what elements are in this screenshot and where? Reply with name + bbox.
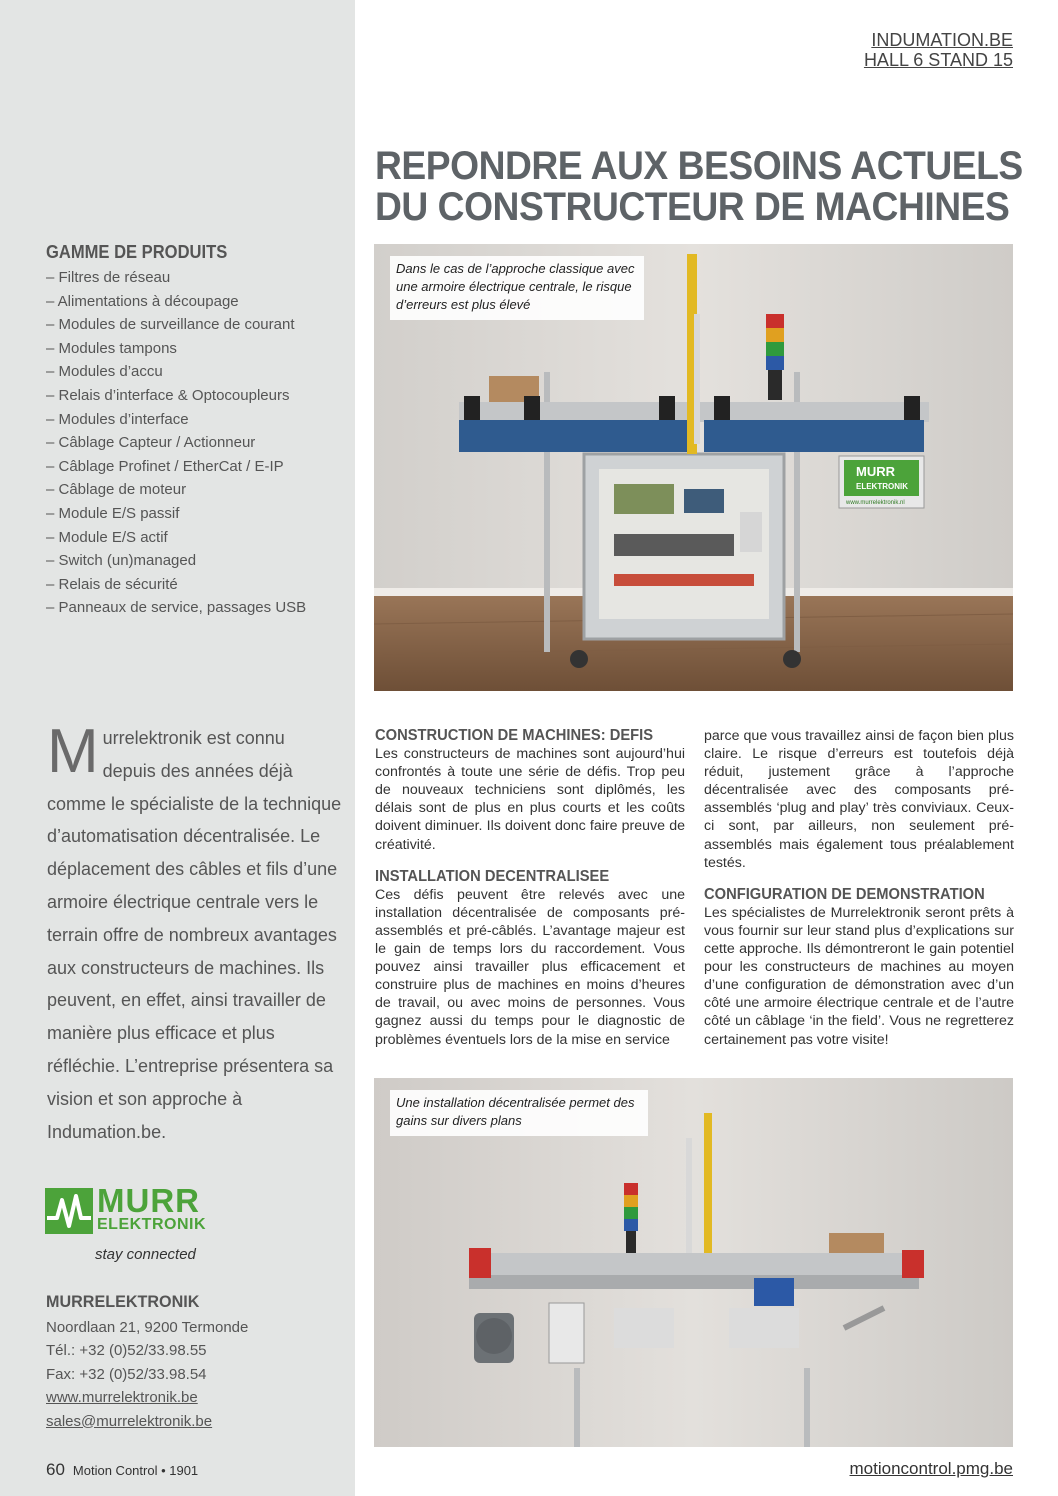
list-item: – Câblage de moteur [46, 481, 187, 499]
section-text-decentralisee: Ces défis peuvent être relevés avec une installation décentralisée de composants pré-assemblés et pré-câblés. L’avantage majeur est le gain de temps lors du raccordement. Vous pouvez ainsi travailler plus efficacement et construire plus de machines en moins d’heures de travail, ou avec moins de personnes. Vous gagnez aussi du temps pour le diagnostic de problèmes éventuels lors de la mise en service [375, 886, 685, 1048]
article-title [375, 144, 1023, 229]
section-text-continued: parce que vous travaillez ainsi de façon bien plus claire. Le risque d’erreurs est toutefois déjà réduit, justement grâce à l’approche décentralisée avec des composants pré-assemblés ‘plug and play’ très conviviaux. Ceux-ci sont, par ailleurs, non seulement pré-assemblés mais également tous préalablement testés. [704, 728, 1014, 871]
list-item: – Modules de surveillance de courant [46, 316, 295, 334]
publication-name: Motion Control • 1901 [72, 1463, 199, 1478]
list-item: – Filtres de réseau [46, 269, 171, 286]
murrelektronik-logo [45, 1182, 225, 1268]
logo-mark-icon [45, 1188, 93, 1234]
title-line-1: REPONDRE AUX BESOINS ACTUELS [375, 144, 1023, 188]
website-link[interactable]: www.murrelektronik.be [46, 1389, 198, 1406]
list-item: – Panneaux de service, passages USB [46, 599, 307, 617]
section-text-defis: Les constructeurs de machines sont aujourd’hui confrontés à toute une série de défis. Trop peu de nouveaux techniciens sont diplômés, les délais sont de plus en plus courts et les coûts doivent diminuer. Ils doivent donc faire preuve de créativité. [375, 746, 685, 853]
sign-url: www.murrelektronik.nl [846, 500, 905, 506]
sign-elektronik: ELEKTRONIK [856, 482, 908, 491]
logo-tagline: stay connected [95, 1246, 196, 1263]
event-info [864, 30, 1013, 70]
logo-word-murr: MURR [97, 1182, 200, 1219]
company-name: MURRELEKTRONIK [46, 1292, 200, 1311]
event-site[interactable]: INDUMATION.BE [871, 30, 1013, 50]
list-item: – Câblage Capteur / Actionneur [46, 434, 256, 452]
page-number: 60 [46, 1460, 65, 1479]
sign-murr: MURR [856, 464, 895, 479]
list-item: – Câblage Profinet / EtherCat / E-IP [46, 457, 284, 475]
products-heading: GAMME DE PRODUITS [46, 242, 228, 262]
article-column-2 [704, 727, 1014, 1063]
list-item: – Relais d’interface & Optocoupleurs [46, 386, 290, 404]
fax: Fax: +32 (0)52/33.98.54 [46, 1365, 207, 1383]
products-list [46, 266, 306, 620]
list-item: – Module E/S passif [46, 504, 180, 522]
email-link[interactable]: sales@murrelektronik.be [46, 1412, 213, 1430]
lead-text: urrelektronik est connu depuis des années déjà comme le spécialiste de la technique d’automatisation décentralisée. Le déplacement des câbles et fils d’une armoire électrique centrale vers le terrain offre de nombreux avantages aux constructeurs de machines. Ils peuvent, en effet, ainsi travailler de manière plus efficace et plus réfléchie. L’entreprise présentera sa vision et son approche à Indumation.be. [47, 728, 342, 1142]
list-item: – Module E/S actif [46, 528, 168, 546]
photo-caption: Dans le cas de l’approche classique avec une armoire électrique centrale, le risque d’erreurs est plus élevé [390, 256, 644, 320]
title-line-2: DU CONSTRUCTEUR DE MACHINES [375, 185, 1010, 229]
list-item: – Alimentations à découpage [46, 292, 239, 310]
photo-decentralised-setup [374, 1078, 1013, 1447]
drop-cap: M [47, 717, 99, 786]
section-heading-decentralisee: INSTALLATION DECENTRALISEE [375, 867, 610, 885]
publication-url-link[interactable]: motioncontrol.pmg.be [849, 1459, 1013, 1478]
section-heading-defis: CONSTRUCTION DE MACHINES: DEFIS [375, 727, 654, 744]
event-stand: HALL 6 STAND 15 [863, 50, 1013, 70]
list-item: – Switch (un)managed [46, 552, 197, 570]
address: Noordlaan 21, 9200 Termonde [46, 1318, 249, 1336]
article-column-1 [375, 727, 685, 1063]
phone: Tél.: +32 (0)52/33.98.55 [46, 1342, 207, 1359]
logo-word-elektronik: ELEKTRONIK [97, 1216, 206, 1233]
photo-classic-setup [374, 244, 1013, 691]
list-item: – Modules d’interface [46, 410, 189, 428]
section-heading-demonstration: CONFIGURATION DE DEMONSTRATION [704, 885, 985, 903]
list-item: – Relais de sécurité [46, 575, 178, 593]
page-footer-left [46, 1460, 198, 1480]
lead-paragraph [47, 717, 342, 1148]
section-text-demonstration: Les spécialistes de Murrelektronik seront prêts à vous fournir sur leur stand plus d’explications sur cette approche. Ils démontreront le gain potentiel pour les constructeurs de machines au moyen d’une configuration de démonstration avec d’un côté une armoire électrique centrale et de l’autre côté un câblage ‘in the field’. Vous ne regretterez certainement pas votre visite! [704, 904, 1014, 1048]
list-item: – Modules tampons [46, 339, 177, 357]
contact-block [46, 1290, 248, 1433]
photo-caption: Une installation décentralisée permet des gains sur divers plans [390, 1090, 648, 1136]
list-item: – Modules d’accu [46, 363, 163, 381]
